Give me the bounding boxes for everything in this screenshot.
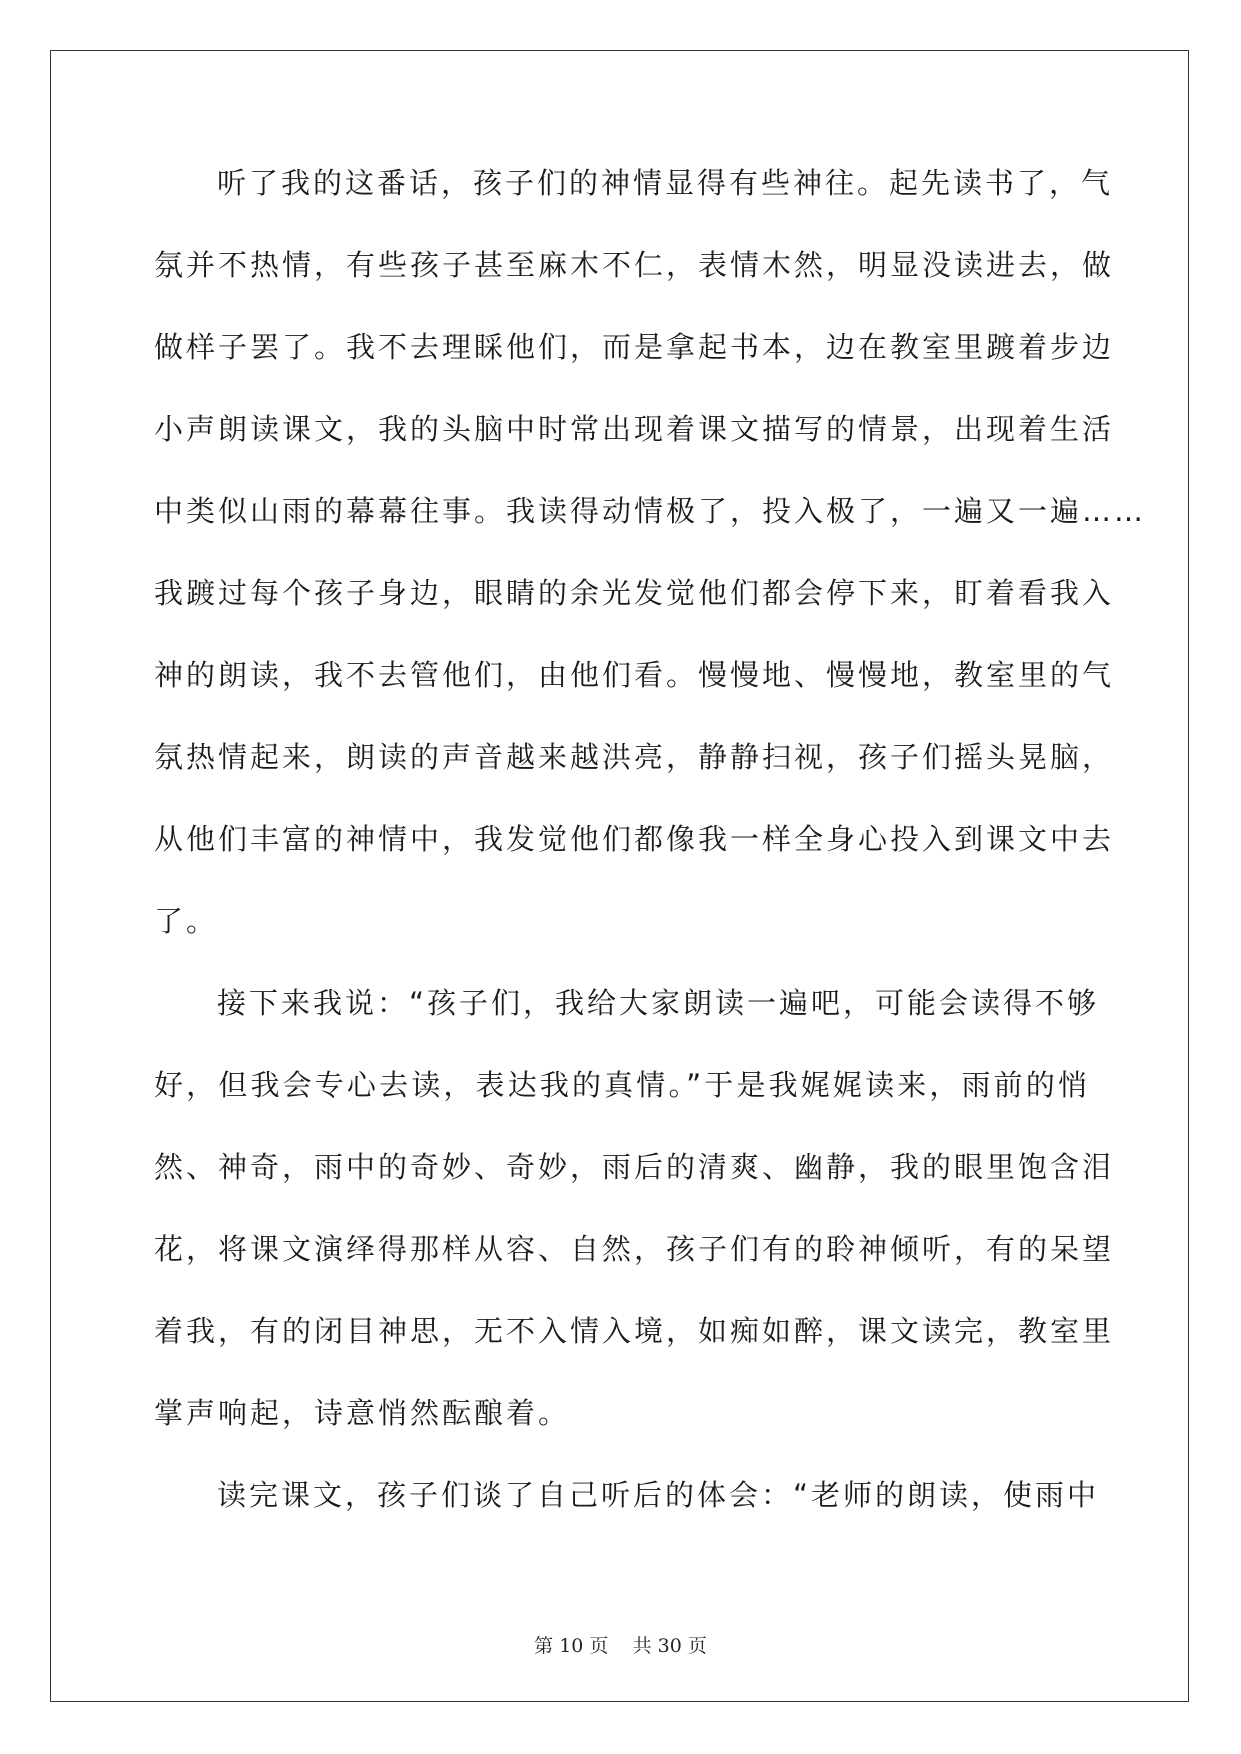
text-line: 从他们丰富的神情中，我发觉他们都像我一样全身心投入到课文中去 [154, 822, 1115, 856]
text-line: 着我，有的闭目神思，无不入情入境，如痴如醉，课文读完，教室里 [154, 1314, 1115, 1348]
paragraph-2 [154, 986, 1115, 1480]
text-line: 做样子罢了。我不去理睬他们，而是拿起书本，边在教室里踱着步边 [154, 330, 1115, 364]
text-line: 接下来我说：“孩子们，我给大家朗读一遍吧，可能会读得不够 [217, 986, 1100, 1020]
text-line: 掌声响起，诗意悄然酝酿着。 [154, 1396, 571, 1430]
text-line: 中类似山雨的幕幕往事。我读得动情极了，投入极了，一遍又一遍…… [154, 494, 1147, 528]
text-line: 好，但我会专心去读，表达我的真情。”于是我娓娓读来，雨前的悄 [154, 1068, 1090, 1102]
paragraph-1 [154, 166, 1147, 988]
document-body [154, 166, 1147, 1562]
text-line: 花，将课文演绎得那样从容、自然，孩子们有的聆神倾听，有的呆望 [154, 1232, 1115, 1266]
text-line: 了。 [154, 904, 219, 938]
text-line: 读完课文，孩子们谈了自己听后的体会：“老师的朗读，使雨中 [217, 1478, 1100, 1512]
page-number-footer: 第 10 页 共 30 页 [534, 1635, 707, 1657]
text-line: 神的朗读，我不去管他们，由他们看。慢慢地、慢慢地，教室里的气 [154, 658, 1115, 692]
text-line: 然、神奇，雨中的奇妙、奇妙，雨后的清爽、幽静，我的眼里饱含泪 [154, 1150, 1115, 1184]
text-line: 我踱过每个孩子身边，眼睛的余光发觉他们都会停下来，盯着看我入 [154, 576, 1115, 610]
paragraph-3 [154, 1478, 1100, 1562]
text-line: 氛热情起来，朗读的声音越来越洪亮，静静扫视，孩子们摇头晃脑， [154, 740, 1115, 774]
text-line: 听了我的这番话，孩子们的神情显得有些神往。起先读书了，气 [217, 166, 1114, 200]
text-line: 小声朗读课文，我的头脑中时常出现着课文描写的情景，出现着生活 [154, 412, 1115, 446]
text-line: 氛并不热情，有些孩子甚至麻木不仁，表情木然，明显没读进去，做 [154, 248, 1115, 282]
